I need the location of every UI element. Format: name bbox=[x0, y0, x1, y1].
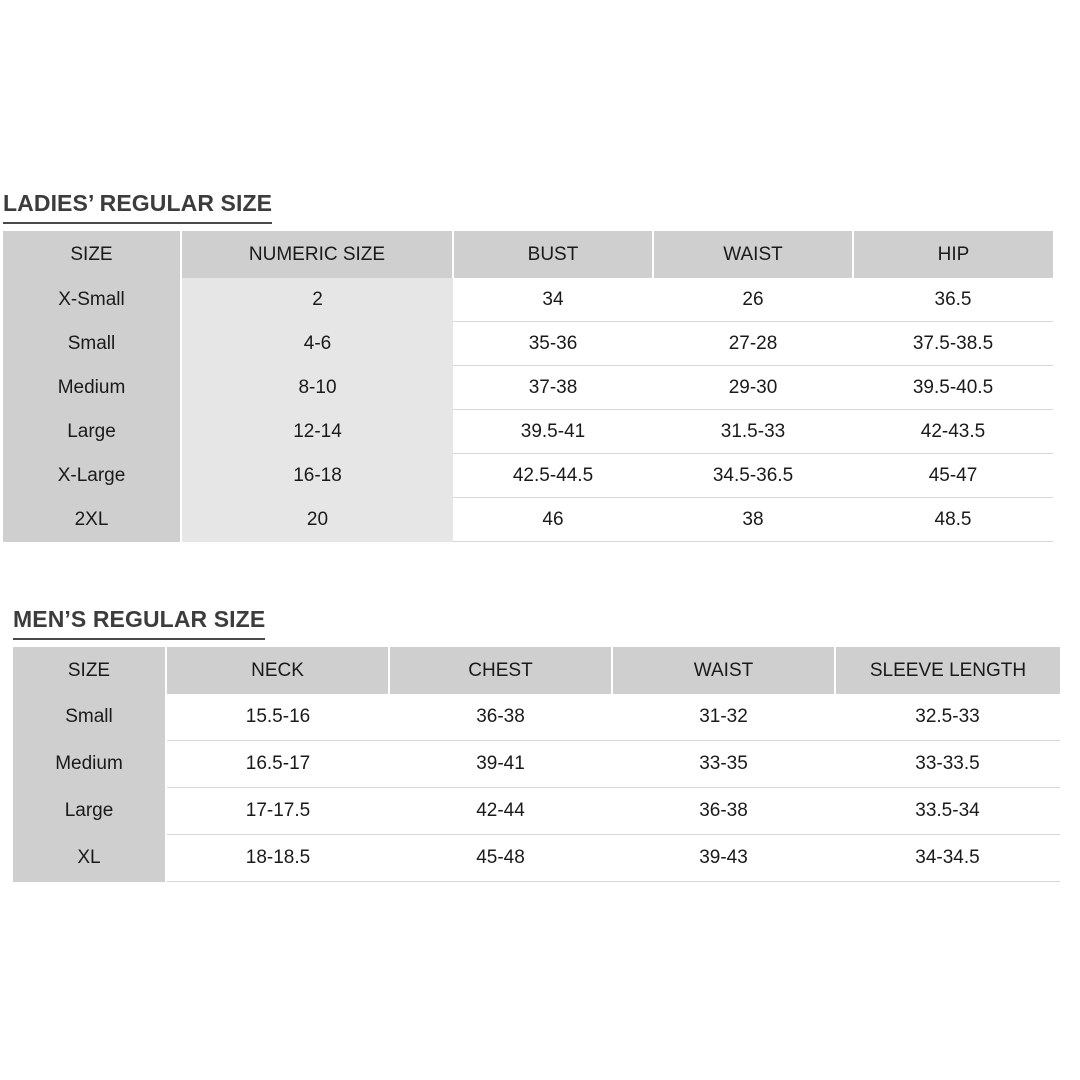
size-cell: Medium bbox=[13, 741, 166, 788]
size-cell: 2XL bbox=[3, 498, 181, 542]
mens-size-table bbox=[13, 647, 1060, 882]
column-header-numeric-size: NUMERIC SIZE bbox=[181, 231, 453, 278]
hip-cell: 42-43.5 bbox=[853, 410, 1053, 454]
sleeve-length-cell: 33.5-34 bbox=[835, 788, 1060, 835]
column-header-neck: NECK bbox=[166, 647, 389, 694]
size-cell: Medium bbox=[3, 366, 181, 410]
chest-cell: 39-41 bbox=[389, 741, 612, 788]
table-row bbox=[3, 366, 1053, 410]
table-row bbox=[3, 322, 1053, 366]
numeric-size-cell: 12-14 bbox=[181, 410, 453, 454]
waist-cell: 39-43 bbox=[612, 835, 835, 882]
chest-cell: 36-38 bbox=[389, 694, 612, 741]
sleeve-length-cell: 34-34.5 bbox=[835, 835, 1060, 882]
size-cell: X-Small bbox=[3, 278, 181, 322]
size-cell: X-Large bbox=[3, 454, 181, 498]
waist-cell: 38 bbox=[653, 498, 853, 542]
table-row bbox=[3, 498, 1053, 542]
table-row bbox=[13, 694, 1060, 741]
neck-cell: 17-17.5 bbox=[166, 788, 389, 835]
table-row bbox=[3, 454, 1053, 498]
table-header-row bbox=[3, 231, 1053, 278]
bust-cell: 42.5-44.5 bbox=[453, 454, 653, 498]
waist-cell: 31.5-33 bbox=[653, 410, 853, 454]
size-cell: Large bbox=[3, 410, 181, 454]
column-header-size: SIZE bbox=[13, 647, 166, 694]
waist-cell: 34.5-36.5 bbox=[653, 454, 853, 498]
numeric-size-cell: 20 bbox=[181, 498, 453, 542]
numeric-size-cell: 16-18 bbox=[181, 454, 453, 498]
column-header-hip: HIP bbox=[853, 231, 1053, 278]
hip-cell: 36.5 bbox=[853, 278, 1053, 322]
size-cell: Large bbox=[13, 788, 166, 835]
size-cell: Small bbox=[3, 322, 181, 366]
numeric-size-cell: 2 bbox=[181, 278, 453, 322]
hip-cell: 45-47 bbox=[853, 454, 1053, 498]
waist-cell: 36-38 bbox=[612, 788, 835, 835]
waist-cell: 31-32 bbox=[612, 694, 835, 741]
chest-cell: 45-48 bbox=[389, 835, 612, 882]
bust-cell: 34 bbox=[453, 278, 653, 322]
column-header-size: SIZE bbox=[3, 231, 181, 278]
bust-cell: 37-38 bbox=[453, 366, 653, 410]
column-header-waist: WAIST bbox=[612, 647, 835, 694]
column-header-bust: BUST bbox=[453, 231, 653, 278]
neck-cell: 15.5-16 bbox=[166, 694, 389, 741]
waist-cell: 26 bbox=[653, 278, 853, 322]
table-row bbox=[13, 788, 1060, 835]
column-header-waist: WAIST bbox=[653, 231, 853, 278]
bust-cell: 35-36 bbox=[453, 322, 653, 366]
ladies-section-title: LADIES’ REGULAR SIZE bbox=[3, 190, 272, 224]
size-cell: Small bbox=[13, 694, 166, 741]
table-row bbox=[3, 278, 1053, 322]
table-row bbox=[13, 741, 1060, 788]
waist-cell: 33-35 bbox=[612, 741, 835, 788]
bust-cell: 46 bbox=[453, 498, 653, 542]
bust-cell: 39.5-41 bbox=[453, 410, 653, 454]
hip-cell: 39.5-40.5 bbox=[853, 366, 1053, 410]
mens-section-title: MEN’S REGULAR SIZE bbox=[13, 606, 265, 640]
chest-cell: 42-44 bbox=[389, 788, 612, 835]
waist-cell: 29-30 bbox=[653, 366, 853, 410]
sleeve-length-cell: 32.5-33 bbox=[835, 694, 1060, 741]
waist-cell: 27-28 bbox=[653, 322, 853, 366]
table-header-row bbox=[13, 647, 1060, 694]
neck-cell: 18-18.5 bbox=[166, 835, 389, 882]
sleeve-length-cell: 33-33.5 bbox=[835, 741, 1060, 788]
hip-cell: 37.5-38.5 bbox=[853, 322, 1053, 366]
ladies-size-table bbox=[3, 231, 1053, 542]
column-header-sleeve-length: SLEEVE LENGTH bbox=[835, 647, 1060, 694]
numeric-size-cell: 4-6 bbox=[181, 322, 453, 366]
table-row bbox=[13, 835, 1060, 882]
table-row bbox=[3, 410, 1053, 454]
size-cell: XL bbox=[13, 835, 166, 882]
hip-cell: 48.5 bbox=[853, 498, 1053, 542]
column-header-chest: CHEST bbox=[389, 647, 612, 694]
numeric-size-cell: 8-10 bbox=[181, 366, 453, 410]
neck-cell: 16.5-17 bbox=[166, 741, 389, 788]
